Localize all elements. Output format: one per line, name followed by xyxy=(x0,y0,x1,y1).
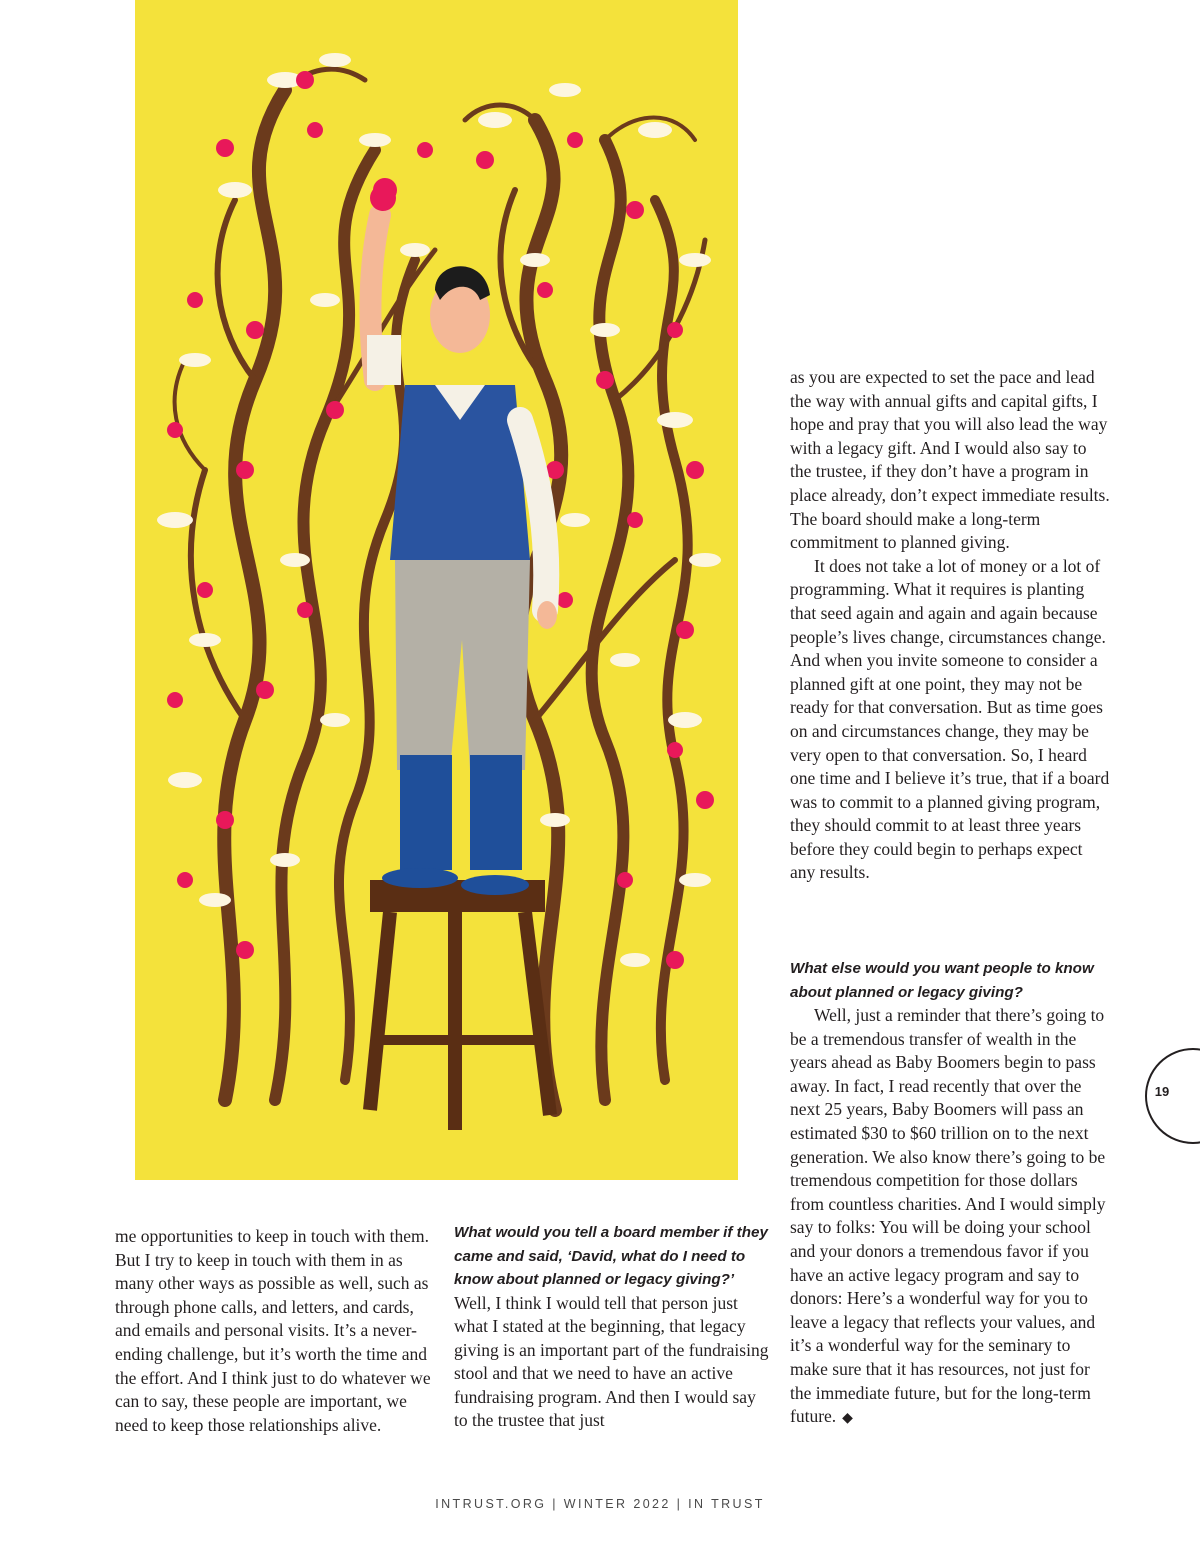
answer-board-member: Well, I think I would tell that person just what I stated at the beginning, that legacy giving is an important part of the fundraising stool and that we need to have an active fundraising program. And then I would say to the trustee that just xyxy=(454,1292,769,1431)
answer-legacy-giving-text: Well, just a reminder that there’s going to be a tremendous transfer of wealth in the years ahead as Baby Boomers begin to pass away. In fact, I read recently that over the next 25 years, Baby Boomers will pass an estimated $30 to $60 trillion on to the next generation. We also know there’s going to be tremendous competition for those dollars from countless charities. And I would simply say to folks: You will be doing your school and your donors a tremendous favor if you have an active legacy program and say to donors: Here’s a wonderful way for you to leave a legacy that reflects your values, and it’s a wonderful way for the seminary to make sure that it has resources, not just for the immediate future, but for the long-term future. xyxy=(790,1005,1106,1427)
page-number: 19 xyxy=(1154,1084,1170,1099)
fruit-tree-illustration xyxy=(135,0,738,1180)
question-legacy-giving: What else would you want people to know about planned or legacy giving? xyxy=(790,960,1094,1001)
column-1 xyxy=(115,1225,433,1437)
column-3-paragraph-2: It does not take a lot of money or a lot of programming. What it requires is planting that seed again and again and again because people’s lives change, circumstances change. And when you invite someone to consider a planned gift at one point, they may not be ready for that conversation. But as time goes on and circumstances change, they may be very open to that conversation. So, I heard one time and I believe it’s true, that if a board was to commit to a planned giving program, they should commit to at least three years before they could begin to perhaps expect any results. xyxy=(790,555,1110,883)
column-3-top xyxy=(790,366,1110,885)
end-mark-diamond-icon: ◆ xyxy=(842,1411,853,1427)
answer-legacy-giving xyxy=(790,1004,1110,1431)
column-2 xyxy=(454,1221,772,1433)
column-1-text: me opportunities to keep in touch with them. But I try to keep in touch with them in as many other ways as possible as well, such as through phone calls, and letters, and cards, and emails and personal visits. It’s a never-ending challenge, but it’s worth the time and the effort. And I think just to do whatever we can to say, these people are important, we need to keep those relationships alive. xyxy=(115,1226,431,1435)
illustration xyxy=(135,0,738,1180)
stool xyxy=(370,880,550,1130)
picked-fruit xyxy=(370,185,396,211)
column-3-bottom xyxy=(790,957,1110,1431)
question-board-member: What would you tell a board member if they came and said, ‘David, what do I need to know about planned or legacy giving?’ xyxy=(454,1224,768,1288)
page-footer: INTRUST.ORG | WINTER 2022 | IN TRUST xyxy=(435,1497,765,1511)
column-3-paragraph-1: as you are expected to set the pace and lead the way with annual gifts and capital gifts, I hope and pray that you will also lead the way with a legacy gift. And I would also say to the trustee, if they don’t have a program in place already, don’t expect immediate results. The board should make a long-term commitment to planned giving. xyxy=(790,367,1110,553)
